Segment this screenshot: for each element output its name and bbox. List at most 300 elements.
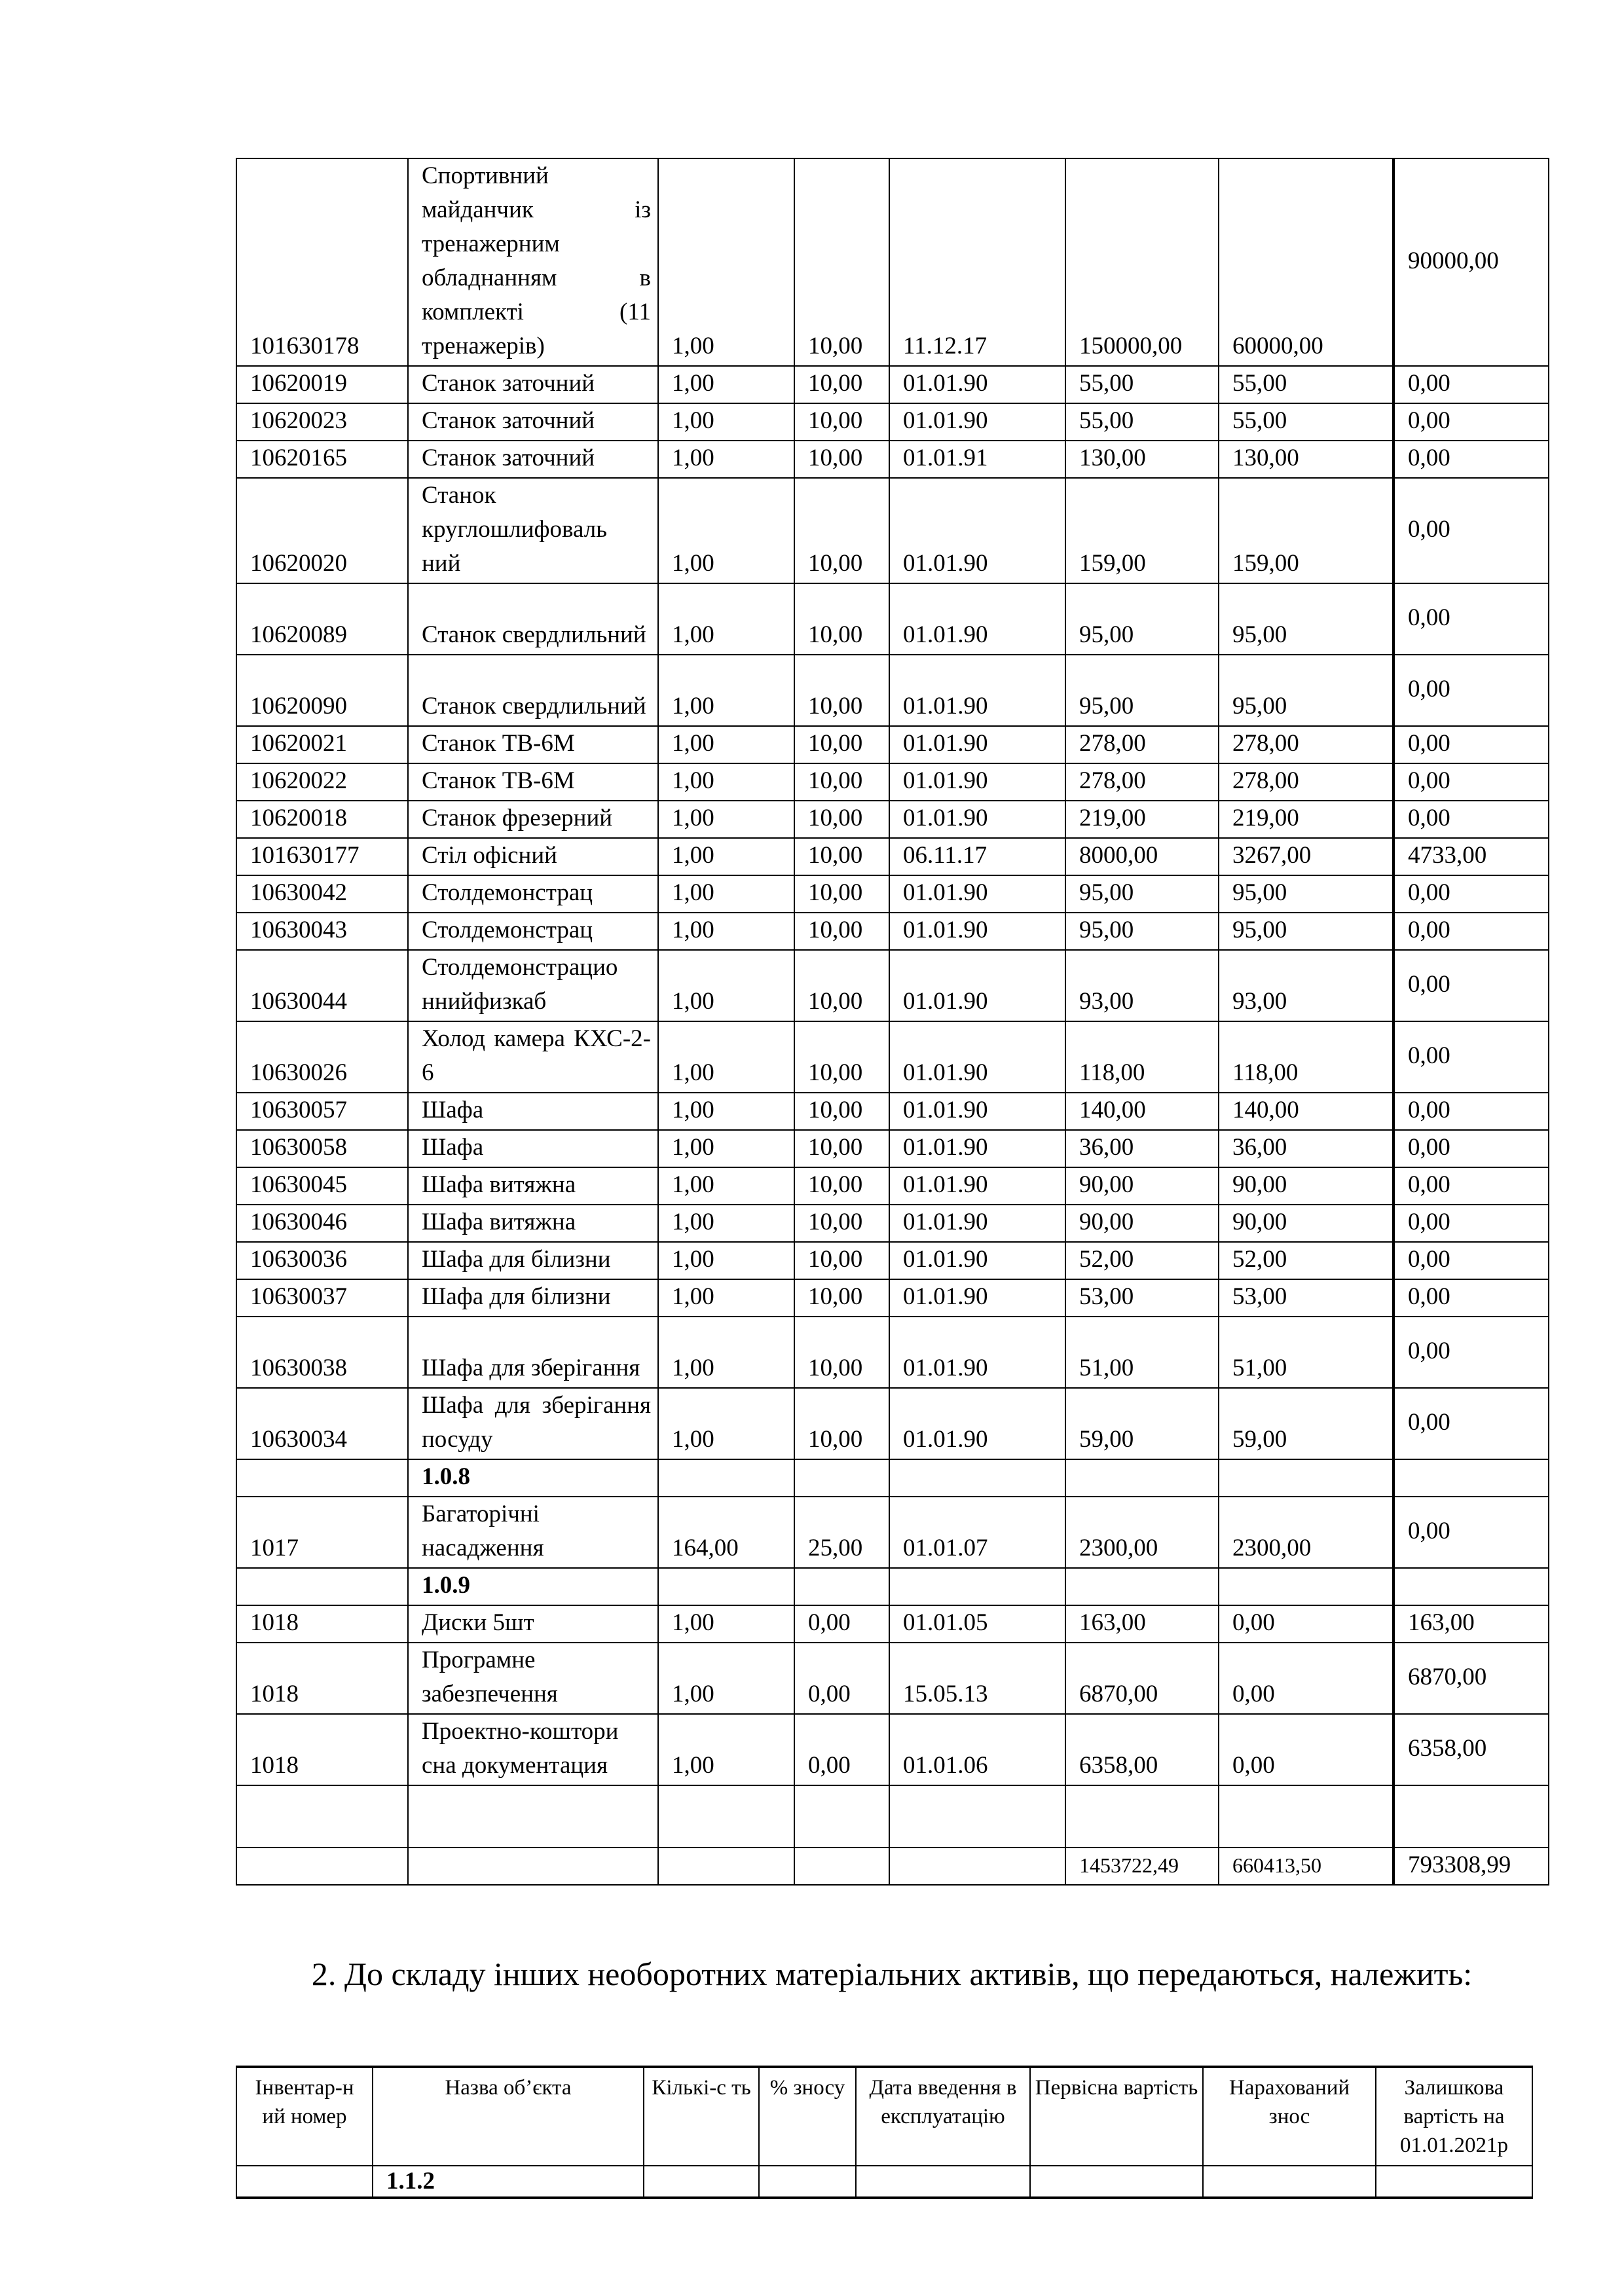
cell-initial-cost: 219,00 — [1065, 801, 1219, 838]
cell-initial-cost: 118,00 — [1065, 1021, 1219, 1093]
cell-quantity: 1,00 — [658, 1317, 794, 1388]
cell-residual-value — [1393, 1459, 1549, 1497]
cell-residual-value: 163,00 — [1393, 1605, 1549, 1643]
cell-quantity: 1,00 — [658, 726, 794, 763]
cell-inventory-number: 10630034 — [236, 1388, 408, 1459]
cell-accumulated-depreciation: 278,00 — [1219, 763, 1393, 801]
cell-accumulated-depreciation: 36,00 — [1219, 1130, 1393, 1167]
cell-commission-date: 01.01.90 — [889, 1279, 1065, 1317]
cell-asset-name: Шафа витяжна — [408, 1205, 658, 1242]
header-row — [236, 2067, 1532, 2166]
cell-commission-date: 01.01.05 — [889, 1605, 1065, 1643]
cell-quantity: 1,00 — [658, 655, 794, 726]
table-row — [236, 1848, 1549, 1885]
cell-inventory-number: 10630038 — [236, 1317, 408, 1388]
cell-initial-cost — [1065, 1568, 1219, 1605]
cell-asset-name: Станок заточний — [408, 403, 658, 441]
cell-depreciation-percent: 10,00 — [794, 801, 889, 838]
cell-depreciation-percent: 10,00 — [794, 366, 889, 403]
column-header-initial-cost: Первісна вартість — [1030, 2067, 1203, 2166]
cell-inventory-number: 1018 — [236, 1714, 408, 1785]
cell-depreciation-percent — [794, 1785, 889, 1848]
cell-accumulated-depreciation: 159,00 — [1219, 478, 1393, 583]
cell-inventory-number: 10630026 — [236, 1021, 408, 1093]
cell-quantity: 1,00 — [658, 1714, 794, 1785]
cell-depreciation-percent: 10,00 — [794, 726, 889, 763]
cell-asset-name: Шафа для білизни — [408, 1279, 658, 1317]
cell-accumulated-depreciation: 118,00 — [1219, 1021, 1393, 1093]
cell-initial-cost: 95,00 — [1065, 583, 1219, 655]
cell-accumulated-depreciation: 2300,00 — [1219, 1497, 1393, 1568]
cell-quantity: 1,00 — [658, 913, 794, 950]
cell-initial-cost: 150000,00 — [1065, 158, 1219, 366]
cell-asset-name: 1.1.2 — [373, 2166, 644, 2198]
cell-initial-cost: 6870,00 — [1065, 1643, 1219, 1714]
cell-inventory-number — [236, 1785, 408, 1848]
cell-quantity — [658, 1568, 794, 1605]
cell-asset-name: Станок круглошлифоваль ний — [408, 478, 658, 583]
cell-quantity: 1,00 — [658, 1279, 794, 1317]
column-header-accumulated-depreciation: Нарахований знос — [1203, 2067, 1376, 2166]
cell-commission-date: 01.01.90 — [889, 583, 1065, 655]
cell-inventory-number: 10620090 — [236, 655, 408, 726]
cell-asset-name: Холод камера КХС-2-6 — [408, 1021, 658, 1093]
cell-asset-name: Стіл офісний — [408, 838, 658, 875]
cell-quantity — [644, 2166, 759, 2198]
cell-commission-date: 01.01.90 — [889, 1205, 1065, 1242]
cell-residual-value: 0,00 — [1393, 875, 1549, 913]
cell-depreciation-percent: 10,00 — [794, 1279, 889, 1317]
cell-commission-date: 01.01.90 — [889, 1093, 1065, 1130]
column-header-residual-value: Залишкова вартість на 01.01.2021р — [1376, 2067, 1532, 2166]
cell-residual-value: 90000,00 — [1393, 158, 1549, 366]
cell-accumulated-depreciation: 51,00 — [1219, 1317, 1393, 1388]
cell-commission-date: 01.01.90 — [889, 1388, 1065, 1459]
cell-inventory-number: 1018 — [236, 1643, 408, 1714]
cell-quantity: 1,00 — [658, 1388, 794, 1459]
cell-asset-name: Станок заточний — [408, 441, 658, 478]
cell-asset-name: Столдемонстрацио ннийфизкаб — [408, 950, 658, 1021]
cell-asset-name: Шафа — [408, 1093, 658, 1130]
table-row — [236, 1388, 1549, 1459]
cell-asset-name — [408, 1848, 658, 1885]
cell-depreciation-percent: 10,00 — [794, 583, 889, 655]
cell-initial-cost: 1453722,49 — [1065, 1848, 1219, 1885]
cell-accumulated-depreciation: 55,00 — [1219, 366, 1393, 403]
cell-commission-date — [889, 1459, 1065, 1497]
cell-residual-value: 0,00 — [1393, 403, 1549, 441]
cell-asset-name: Столдемонстрац — [408, 913, 658, 950]
cell-inventory-number: 10630058 — [236, 1130, 408, 1167]
cell-asset-name: Шафа для зберігання посуду — [408, 1388, 658, 1459]
cell-residual-value: 0,00 — [1393, 1388, 1549, 1459]
cell-accumulated-depreciation — [1219, 1568, 1393, 1605]
cell-depreciation-percent: 0,00 — [794, 1714, 889, 1785]
cell-inventory-number: 10620089 — [236, 583, 408, 655]
cell-depreciation-percent: 10,00 — [794, 1093, 889, 1130]
cell-inventory-number: 10620018 — [236, 801, 408, 838]
cell-depreciation-percent: 10,00 — [794, 1242, 889, 1279]
cell-quantity: 1,00 — [658, 583, 794, 655]
cell-commission-date — [856, 2166, 1030, 2198]
cell-accumulated-depreciation: 95,00 — [1219, 913, 1393, 950]
cell-residual-value: 0,00 — [1393, 801, 1549, 838]
table-row — [236, 158, 1549, 366]
cell-depreciation-percent: 10,00 — [794, 441, 889, 478]
cell-depreciation-percent: 10,00 — [794, 403, 889, 441]
cell-accumulated-depreciation: 90,00 — [1219, 1167, 1393, 1205]
other-assets-table — [236, 2066, 1533, 2199]
cell-accumulated-depreciation: 278,00 — [1219, 726, 1393, 763]
cell-initial-cost: 55,00 — [1065, 366, 1219, 403]
cell-inventory-number: 10630036 — [236, 1242, 408, 1279]
cell-depreciation-percent: 10,00 — [794, 1205, 889, 1242]
cell-commission-date: 01.01.90 — [889, 950, 1065, 1021]
cell-quantity: 1,00 — [658, 1093, 794, 1130]
cell-initial-cost: 2300,00 — [1065, 1497, 1219, 1568]
cell-quantity: 164,00 — [658, 1497, 794, 1568]
cell-initial-cost: 95,00 — [1065, 655, 1219, 726]
cell-quantity: 1,00 — [658, 366, 794, 403]
cell-inventory-number: 1018 — [236, 1605, 408, 1643]
cell-commission-date: 11.12.17 — [889, 158, 1065, 366]
cell-inventory-number: 10620022 — [236, 763, 408, 801]
cell-residual-value: 793308,99 — [1393, 1848, 1549, 1885]
table-row — [236, 1785, 1549, 1848]
cell-accumulated-depreciation: 59,00 — [1219, 1388, 1393, 1459]
cell-accumulated-depreciation: 52,00 — [1219, 1242, 1393, 1279]
cell-depreciation-percent: 10,00 — [794, 1130, 889, 1167]
cell-asset-name: Шафа — [408, 1130, 658, 1167]
cell-quantity: 1,00 — [658, 763, 794, 801]
cell-quantity: 1,00 — [658, 950, 794, 1021]
cell-accumulated-depreciation: 660413,50 — [1219, 1848, 1393, 1885]
cell-asset-name: Столдемонстрац — [408, 875, 658, 913]
table-row — [236, 950, 1549, 1021]
cell-quantity: 1,00 — [658, 875, 794, 913]
cell-initial-cost: 36,00 — [1065, 1130, 1219, 1167]
cell-quantity: 1,00 — [658, 441, 794, 478]
cell-initial-cost: 163,00 — [1065, 1605, 1219, 1643]
cell-residual-value: 0,00 — [1393, 366, 1549, 403]
cell-quantity: 1,00 — [658, 1021, 794, 1093]
cell-accumulated-depreciation: 95,00 — [1219, 583, 1393, 655]
cell-quantity — [658, 1459, 794, 1497]
cell-residual-value: 0,00 — [1393, 1242, 1549, 1279]
cell-asset-name: 1.0.8 — [408, 1459, 658, 1497]
cell-initial-cost — [1030, 2166, 1203, 2198]
cell-accumulated-depreciation: 140,00 — [1219, 1093, 1393, 1130]
table-row — [236, 583, 1549, 655]
table-row — [236, 838, 1549, 875]
cell-initial-cost: 278,00 — [1065, 763, 1219, 801]
cell-depreciation-percent: 10,00 — [794, 950, 889, 1021]
cell-initial-cost — [1065, 1785, 1219, 1848]
cell-commission-date: 01.01.90 — [889, 366, 1065, 403]
table-row — [236, 726, 1549, 763]
table-row — [236, 1568, 1549, 1605]
cell-initial-cost: 140,00 — [1065, 1093, 1219, 1130]
cell-inventory-number: 10620019 — [236, 366, 408, 403]
cell-residual-value: 0,00 — [1393, 913, 1549, 950]
table-row — [236, 1205, 1549, 1242]
cell-commission-date: 01.01.91 — [889, 441, 1065, 478]
cell-commission-date: 01.01.90 — [889, 478, 1065, 583]
cell-asset-name: Багаторічні насадження — [408, 1497, 658, 1568]
table-row — [236, 1167, 1549, 1205]
cell-commission-date: 01.01.90 — [889, 875, 1065, 913]
cell-initial-cost: 95,00 — [1065, 875, 1219, 913]
cell-residual-value — [1393, 1568, 1549, 1605]
cell-initial-cost: 6358,00 — [1065, 1714, 1219, 1785]
cell-commission-date: 01.01.90 — [889, 1130, 1065, 1167]
cell-depreciation-percent: 10,00 — [794, 1388, 889, 1459]
cell-depreciation-percent: 10,00 — [794, 478, 889, 583]
cell-initial-cost: 95,00 — [1065, 913, 1219, 950]
cell-asset-name — [408, 1785, 658, 1848]
cell-quantity: 1,00 — [658, 838, 794, 875]
cell-quantity: 1,00 — [658, 1205, 794, 1242]
cell-initial-cost: 59,00 — [1065, 1388, 1219, 1459]
cell-depreciation-percent: 10,00 — [794, 158, 889, 366]
cell-commission-date: 01.01.90 — [889, 801, 1065, 838]
cell-inventory-number: 10630043 — [236, 913, 408, 950]
cell-commission-date — [889, 1568, 1065, 1605]
table-row — [236, 1093, 1549, 1130]
cell-asset-name: Диски 5шт — [408, 1605, 658, 1643]
cell-asset-name: Станок заточний — [408, 366, 658, 403]
cell-depreciation-percent: 10,00 — [794, 913, 889, 950]
cell-residual-value: 6870,00 — [1393, 1643, 1549, 1714]
cell-residual-value: 0,00 — [1393, 1205, 1549, 1242]
cell-depreciation-percent — [794, 1848, 889, 1885]
cell-inventory-number: 10630057 — [236, 1093, 408, 1130]
cell-accumulated-depreciation: 95,00 — [1219, 655, 1393, 726]
cell-asset-name: Спортивний майданчик із тренажерним обладнанням в комплекті (11 тренажерів) — [408, 158, 658, 366]
cell-asset-name: Проектно-коштори сна документация — [408, 1714, 658, 1785]
cell-residual-value: 0,00 — [1393, 1317, 1549, 1388]
table-row — [236, 1021, 1549, 1093]
cell-residual-value: 6358,00 — [1393, 1714, 1549, 1785]
cell-commission-date: 01.01.06 — [889, 1714, 1065, 1785]
table-row — [236, 1459, 1549, 1497]
cell-initial-cost: 8000,00 — [1065, 838, 1219, 875]
cell-inventory-number — [236, 1459, 408, 1497]
cell-asset-name: Станок свердлильний — [408, 583, 658, 655]
cell-commission-date: 01.01.90 — [889, 763, 1065, 801]
cell-asset-name: Програмне забезпечення — [408, 1643, 658, 1714]
cell-residual-value: 0,00 — [1393, 1130, 1549, 1167]
cell-quantity — [658, 1785, 794, 1848]
cell-initial-cost: 51,00 — [1065, 1317, 1219, 1388]
table-row — [236, 366, 1549, 403]
cell-commission-date: 01.01.07 — [889, 1497, 1065, 1568]
cell-initial-cost: 55,00 — [1065, 403, 1219, 441]
cell-accumulated-depreciation: 0,00 — [1219, 1714, 1393, 1785]
cell-inventory-number: 101630178 — [236, 158, 408, 366]
cell-inventory-number — [236, 1568, 408, 1605]
cell-accumulated-depreciation: 0,00 — [1219, 1643, 1393, 1714]
cell-residual-value: 0,00 — [1393, 1021, 1549, 1093]
table-row — [236, 1497, 1549, 1568]
cell-initial-cost: 90,00 — [1065, 1205, 1219, 1242]
cell-accumulated-depreciation: 219,00 — [1219, 801, 1393, 838]
cell-depreciation-percent: 0,00 — [794, 1605, 889, 1643]
cell-accumulated-depreciation: 0,00 — [1219, 1605, 1393, 1643]
cell-asset-name: Станок фрезерний — [408, 801, 658, 838]
cell-initial-cost: 159,00 — [1065, 478, 1219, 583]
table-row — [236, 403, 1549, 441]
cell-residual-value: 0,00 — [1393, 763, 1549, 801]
cell-depreciation-percent: 0,00 — [794, 1643, 889, 1714]
cell-inventory-number: 10620023 — [236, 403, 408, 441]
column-header-asset-name: Назва об’єкта — [373, 2067, 644, 2166]
table-row — [236, 655, 1549, 726]
cell-depreciation-percent — [794, 1459, 889, 1497]
cell-residual-value: 0,00 — [1393, 655, 1549, 726]
cell-asset-name: Шафа витяжна — [408, 1167, 658, 1205]
table-row — [236, 913, 1549, 950]
cell-depreciation-percent — [794, 1568, 889, 1605]
cell-inventory-number: 10620020 — [236, 478, 408, 583]
cell-depreciation-percent: 10,00 — [794, 763, 889, 801]
column-header-inventory-number: Інвентар-н ий номер — [236, 2067, 373, 2166]
cell-commission-date: 01.01.90 — [889, 1317, 1065, 1388]
cell-quantity: 1,00 — [658, 403, 794, 441]
cell-inventory-number: 10630042 — [236, 875, 408, 913]
cell-depreciation-percent: 10,00 — [794, 875, 889, 913]
cell-residual-value: 0,00 — [1393, 1167, 1549, 1205]
cell-asset-name: Станок ТВ-6М — [408, 726, 658, 763]
cell-initial-cost: 93,00 — [1065, 950, 1219, 1021]
cell-asset-name: Станок ТВ-6М — [408, 763, 658, 801]
cell-commission-date: 01.01.90 — [889, 913, 1065, 950]
cell-commission-date: 06.11.17 — [889, 838, 1065, 875]
cell-inventory-number — [236, 1848, 408, 1885]
cell-initial-cost: 90,00 — [1065, 1167, 1219, 1205]
cell-commission-date: 01.01.90 — [889, 726, 1065, 763]
cell-accumulated-depreciation — [1219, 1459, 1393, 1497]
cell-depreciation-percent: 10,00 — [794, 1021, 889, 1093]
cell-inventory-number: 10630046 — [236, 1205, 408, 1242]
cell-quantity: 1,00 — [658, 158, 794, 366]
cell-residual-value: 0,00 — [1393, 1093, 1549, 1130]
cell-asset-name: Шафа для зберігання — [408, 1317, 658, 1388]
table-row — [236, 441, 1549, 478]
fixed-assets-table — [236, 158, 1549, 1886]
cell-accumulated-depreciation: 3267,00 — [1219, 838, 1393, 875]
cell-commission-date: 01.01.90 — [889, 403, 1065, 441]
cell-accumulated-depreciation — [1219, 1785, 1393, 1848]
cell-depreciation-percent — [759, 2166, 856, 2198]
cell-inventory-number: 101630177 — [236, 838, 408, 875]
cell-residual-value: 0,00 — [1393, 1279, 1549, 1317]
table-row — [236, 1317, 1549, 1388]
cell-accumulated-depreciation — [1203, 2166, 1376, 2198]
column-header-commission-date: Дата введення в експлуатацію — [856, 2067, 1030, 2166]
cell-residual-value — [1376, 2166, 1532, 2198]
table-row — [236, 1643, 1549, 1714]
cell-residual-value: 0,00 — [1393, 1497, 1549, 1568]
cell-accumulated-depreciation: 130,00 — [1219, 441, 1393, 478]
cell-residual-value: 0,00 — [1393, 583, 1549, 655]
cell-residual-value: 0,00 — [1393, 950, 1549, 1021]
cell-depreciation-percent: 25,00 — [794, 1497, 889, 1568]
table-row — [236, 2166, 1532, 2198]
table-row — [236, 801, 1549, 838]
cell-commission-date: 01.01.90 — [889, 1242, 1065, 1279]
cell-quantity: 1,00 — [658, 1643, 794, 1714]
cell-inventory-number: 10630044 — [236, 950, 408, 1021]
cell-quantity: 1,00 — [658, 1242, 794, 1279]
cell-initial-cost: 278,00 — [1065, 726, 1219, 763]
table-row — [236, 1130, 1549, 1167]
table-row — [236, 1605, 1549, 1643]
cell-residual-value: 4733,00 — [1393, 838, 1549, 875]
cell-residual-value: 0,00 — [1393, 726, 1549, 763]
cell-residual-value — [1393, 1785, 1549, 1848]
cell-residual-value: 0,00 — [1393, 478, 1549, 583]
cell-inventory-number: 10630045 — [236, 1167, 408, 1205]
cell-quantity: 1,00 — [658, 478, 794, 583]
column-header-quantity: Кількі-с ть — [644, 2067, 759, 2166]
cell-commission-date — [889, 1848, 1065, 1885]
cell-accumulated-depreciation: 93,00 — [1219, 950, 1393, 1021]
cell-commission-date: 15.05.13 — [889, 1643, 1065, 1714]
table-row — [236, 1279, 1549, 1317]
table-row — [236, 763, 1549, 801]
cell-initial-cost: 130,00 — [1065, 441, 1219, 478]
cell-initial-cost: 53,00 — [1065, 1279, 1219, 1317]
cell-inventory-number: 10620165 — [236, 441, 408, 478]
cell-inventory-number: 1017 — [236, 1497, 408, 1568]
column-header-depreciation-percent: % зносу — [759, 2067, 856, 2166]
cell-depreciation-percent: 10,00 — [794, 1317, 889, 1388]
table-row — [236, 875, 1549, 913]
table-row — [236, 478, 1549, 583]
cell-inventory-number: 10620021 — [236, 726, 408, 763]
section-2-heading: 2. До складу інших необоротних матеріальних активів, що передаються, належить: — [311, 1956, 1473, 1992]
table-row — [236, 1714, 1549, 1785]
cell-quantity — [658, 1848, 794, 1885]
cell-asset-name: 1.0.9 — [408, 1568, 658, 1605]
cell-commission-date: 01.01.90 — [889, 655, 1065, 726]
cell-depreciation-percent: 10,00 — [794, 1167, 889, 1205]
cell-accumulated-depreciation: 90,00 — [1219, 1205, 1393, 1242]
cell-residual-value: 0,00 — [1393, 441, 1549, 478]
cell-quantity: 1,00 — [658, 801, 794, 838]
cell-accumulated-depreciation: 95,00 — [1219, 875, 1393, 913]
cell-accumulated-depreciation: 60000,00 — [1219, 158, 1393, 366]
cell-depreciation-percent: 10,00 — [794, 655, 889, 726]
cell-quantity: 1,00 — [658, 1605, 794, 1643]
cell-accumulated-depreciation: 55,00 — [1219, 403, 1393, 441]
cell-commission-date: 01.01.90 — [889, 1021, 1065, 1093]
cell-asset-name: Шафа для білизни — [408, 1242, 658, 1279]
cell-commission-date: 01.01.90 — [889, 1167, 1065, 1205]
cell-quantity: 1,00 — [658, 1167, 794, 1205]
cell-initial-cost — [1065, 1459, 1219, 1497]
cell-quantity: 1,00 — [658, 1130, 794, 1167]
cell-commission-date — [889, 1785, 1065, 1848]
cell-inventory-number: 10630037 — [236, 1279, 408, 1317]
cell-asset-name: Станок свердлильний — [408, 655, 658, 726]
cell-inventory-number — [236, 2166, 373, 2198]
table-row — [236, 1242, 1549, 1279]
cell-initial-cost: 52,00 — [1065, 1242, 1219, 1279]
cell-accumulated-depreciation: 53,00 — [1219, 1279, 1393, 1317]
cell-depreciation-percent: 10,00 — [794, 838, 889, 875]
